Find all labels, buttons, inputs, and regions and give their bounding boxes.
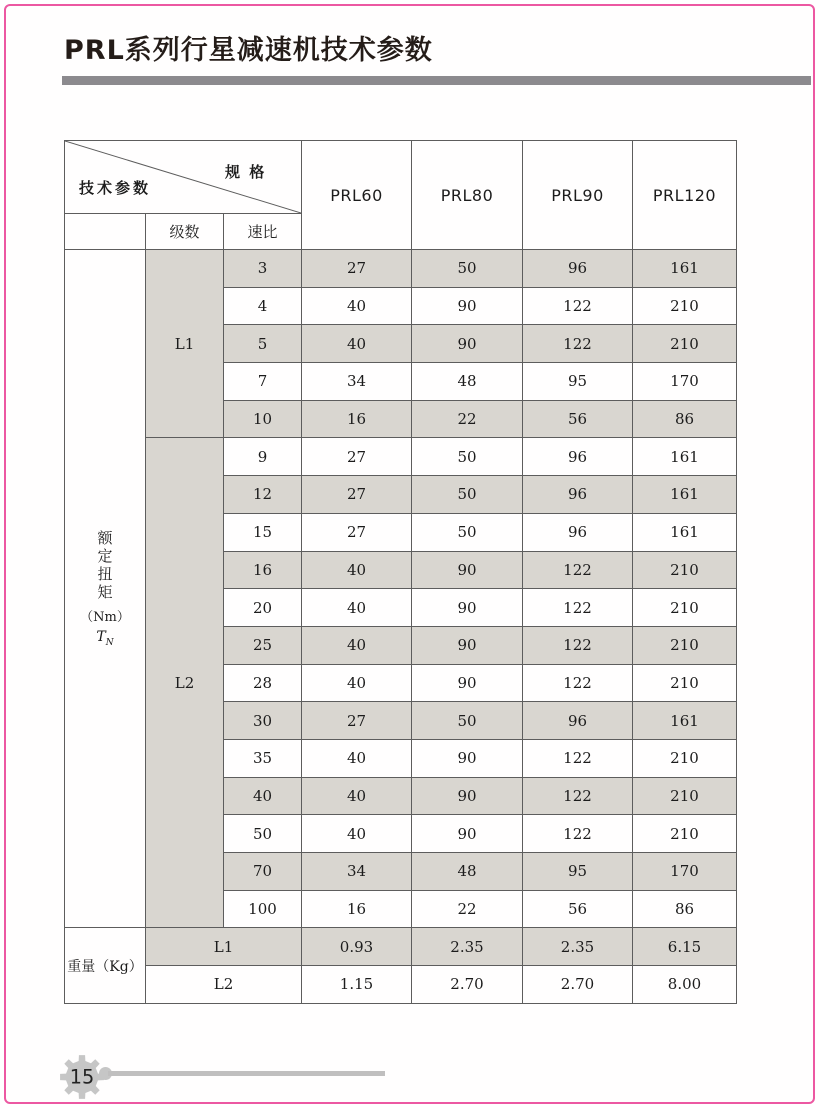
- value-cell: 40: [302, 626, 412, 664]
- value-cell: 27: [302, 476, 412, 514]
- ratio-cell: 4: [224, 287, 302, 325]
- value-cell: 161: [633, 513, 737, 551]
- column-header-prl60: PRL60: [302, 141, 412, 250]
- weight-value-cell: 0.93: [302, 928, 412, 966]
- ratio-cell: 12: [224, 476, 302, 514]
- spec-table: [64, 140, 737, 1004]
- value-cell: 210: [633, 551, 737, 589]
- value-cell: 40: [302, 815, 412, 853]
- weight-row: [65, 966, 737, 1004]
- value-cell: 210: [633, 815, 737, 853]
- page-title: PRL系列行星减速机技术参数: [64, 35, 433, 66]
- ratio-cell: 9: [224, 438, 302, 476]
- value-cell: 40: [302, 739, 412, 777]
- value-cell: 40: [302, 325, 412, 363]
- value-cell: 122: [523, 777, 633, 815]
- value-cell: 96: [523, 250, 633, 288]
- value-cell: 27: [302, 513, 412, 551]
- value-cell: 48: [412, 363, 523, 401]
- subheader-stage: 级数: [146, 214, 224, 250]
- weight-value-cell: 6.15: [633, 928, 737, 966]
- corner-label-params: 技术参数: [79, 179, 152, 197]
- value-cell: 50: [412, 513, 523, 551]
- stage-cell-l1: L1: [146, 250, 224, 438]
- ratio-cell: 10: [224, 400, 302, 438]
- value-cell: 170: [633, 853, 737, 891]
- table-row: [65, 250, 737, 288]
- weight-value-cell: 2.70: [412, 966, 523, 1004]
- corner-label-spec: 规 格: [225, 163, 267, 181]
- value-cell: 210: [633, 589, 737, 627]
- value-cell: 210: [633, 777, 737, 815]
- weight-value-cell: 2.35: [412, 928, 523, 966]
- ratio-cell: 15: [224, 513, 302, 551]
- value-cell: 40: [302, 664, 412, 702]
- page-number: 15: [69, 1065, 95, 1089]
- value-cell: 86: [633, 890, 737, 928]
- torque-label-text: 额定扭矩: [95, 529, 114, 602]
- value-cell: 27: [302, 702, 412, 740]
- value-cell: 122: [523, 287, 633, 325]
- table-row: [65, 438, 737, 476]
- value-cell: 96: [523, 476, 633, 514]
- subheader-ratio: 速比: [224, 214, 302, 250]
- ratio-cell: 70: [224, 853, 302, 891]
- value-cell: 210: [633, 287, 737, 325]
- ratio-cell: 16: [224, 551, 302, 589]
- value-cell: 90: [412, 739, 523, 777]
- weight-stage-cell: L1: [146, 928, 302, 966]
- value-cell: 40: [302, 551, 412, 589]
- torque-row-label: [65, 250, 146, 928]
- weight-row: [65, 928, 737, 966]
- column-header-prl120: PRL120: [633, 141, 737, 250]
- ratio-cell: 28: [224, 664, 302, 702]
- weight-row-label: 重量（Kg）: [65, 928, 146, 1003]
- value-cell: 56: [523, 400, 633, 438]
- value-cell: 122: [523, 815, 633, 853]
- value-cell: 40: [302, 777, 412, 815]
- value-cell: 210: [633, 664, 737, 702]
- blank-header-cell: [65, 214, 146, 250]
- weight-value-cell: 2.35: [523, 928, 633, 966]
- value-cell: 122: [523, 664, 633, 702]
- value-cell: 90: [412, 626, 523, 664]
- ratio-cell: 25: [224, 626, 302, 664]
- value-cell: 90: [412, 589, 523, 627]
- value-cell: 27: [302, 250, 412, 288]
- value-cell: 86: [633, 400, 737, 438]
- torque-label-wrap: [65, 530, 145, 648]
- title-rule: [62, 76, 811, 85]
- value-cell: 16: [302, 400, 412, 438]
- value-cell: 34: [302, 363, 412, 401]
- weight-stage-cell: L2: [146, 966, 302, 1004]
- torque-label-unit: （Nm）: [80, 609, 130, 625]
- value-cell: 50: [412, 250, 523, 288]
- value-cell: 210: [633, 739, 737, 777]
- ratio-cell: 7: [224, 363, 302, 401]
- value-cell: 90: [412, 664, 523, 702]
- weight-value-cell: 1.15: [302, 966, 412, 1004]
- column-header-prl80: PRL80: [412, 141, 523, 250]
- value-cell: 96: [523, 438, 633, 476]
- value-cell: 95: [523, 363, 633, 401]
- stage-cell-l2: L2: [146, 438, 224, 928]
- weight-value-cell: 2.70: [523, 966, 633, 1004]
- value-cell: 90: [412, 815, 523, 853]
- ratio-cell: 50: [224, 815, 302, 853]
- value-cell: 27: [302, 438, 412, 476]
- value-cell: 50: [412, 702, 523, 740]
- ratio-cell: 3: [224, 250, 302, 288]
- value-cell: 122: [523, 551, 633, 589]
- ratio-cell: 100: [224, 890, 302, 928]
- column-header-prl90: PRL90: [523, 141, 633, 250]
- ratio-cell: 40: [224, 777, 302, 815]
- value-cell: 122: [523, 739, 633, 777]
- weight-value-cell: 8.00: [633, 966, 737, 1004]
- value-cell: 161: [633, 250, 737, 288]
- value-cell: 210: [633, 325, 737, 363]
- value-cell: 170: [633, 363, 737, 401]
- value-cell: 95: [523, 853, 633, 891]
- ratio-cell: 5: [224, 325, 302, 363]
- torque-label-symbol: $T_N$: [96, 628, 114, 648]
- value-cell: 122: [523, 589, 633, 627]
- ratio-cell: 20: [224, 589, 302, 627]
- value-cell: 50: [412, 438, 523, 476]
- value-cell: 40: [302, 589, 412, 627]
- value-cell: 161: [633, 438, 737, 476]
- value-cell: 34: [302, 853, 412, 891]
- value-cell: 50: [412, 476, 523, 514]
- value-cell: 90: [412, 777, 523, 815]
- ratio-cell: 30: [224, 702, 302, 740]
- value-cell: 90: [412, 287, 523, 325]
- value-cell: 16: [302, 890, 412, 928]
- value-cell: 22: [412, 400, 523, 438]
- diagonal-header-cell: [65, 141, 302, 214]
- value-cell: 48: [412, 853, 523, 891]
- value-cell: 122: [523, 626, 633, 664]
- footer-rule: [108, 1071, 385, 1076]
- value-cell: 210: [633, 626, 737, 664]
- value-cell: 96: [523, 702, 633, 740]
- value-cell: 40: [302, 287, 412, 325]
- value-cell: 22: [412, 890, 523, 928]
- value-cell: 161: [633, 702, 737, 740]
- value-cell: 161: [633, 476, 737, 514]
- value-cell: 90: [412, 551, 523, 589]
- value-cell: 56: [523, 890, 633, 928]
- ratio-cell: 35: [224, 739, 302, 777]
- value-cell: 90: [412, 325, 523, 363]
- value-cell: 96: [523, 513, 633, 551]
- value-cell: 122: [523, 325, 633, 363]
